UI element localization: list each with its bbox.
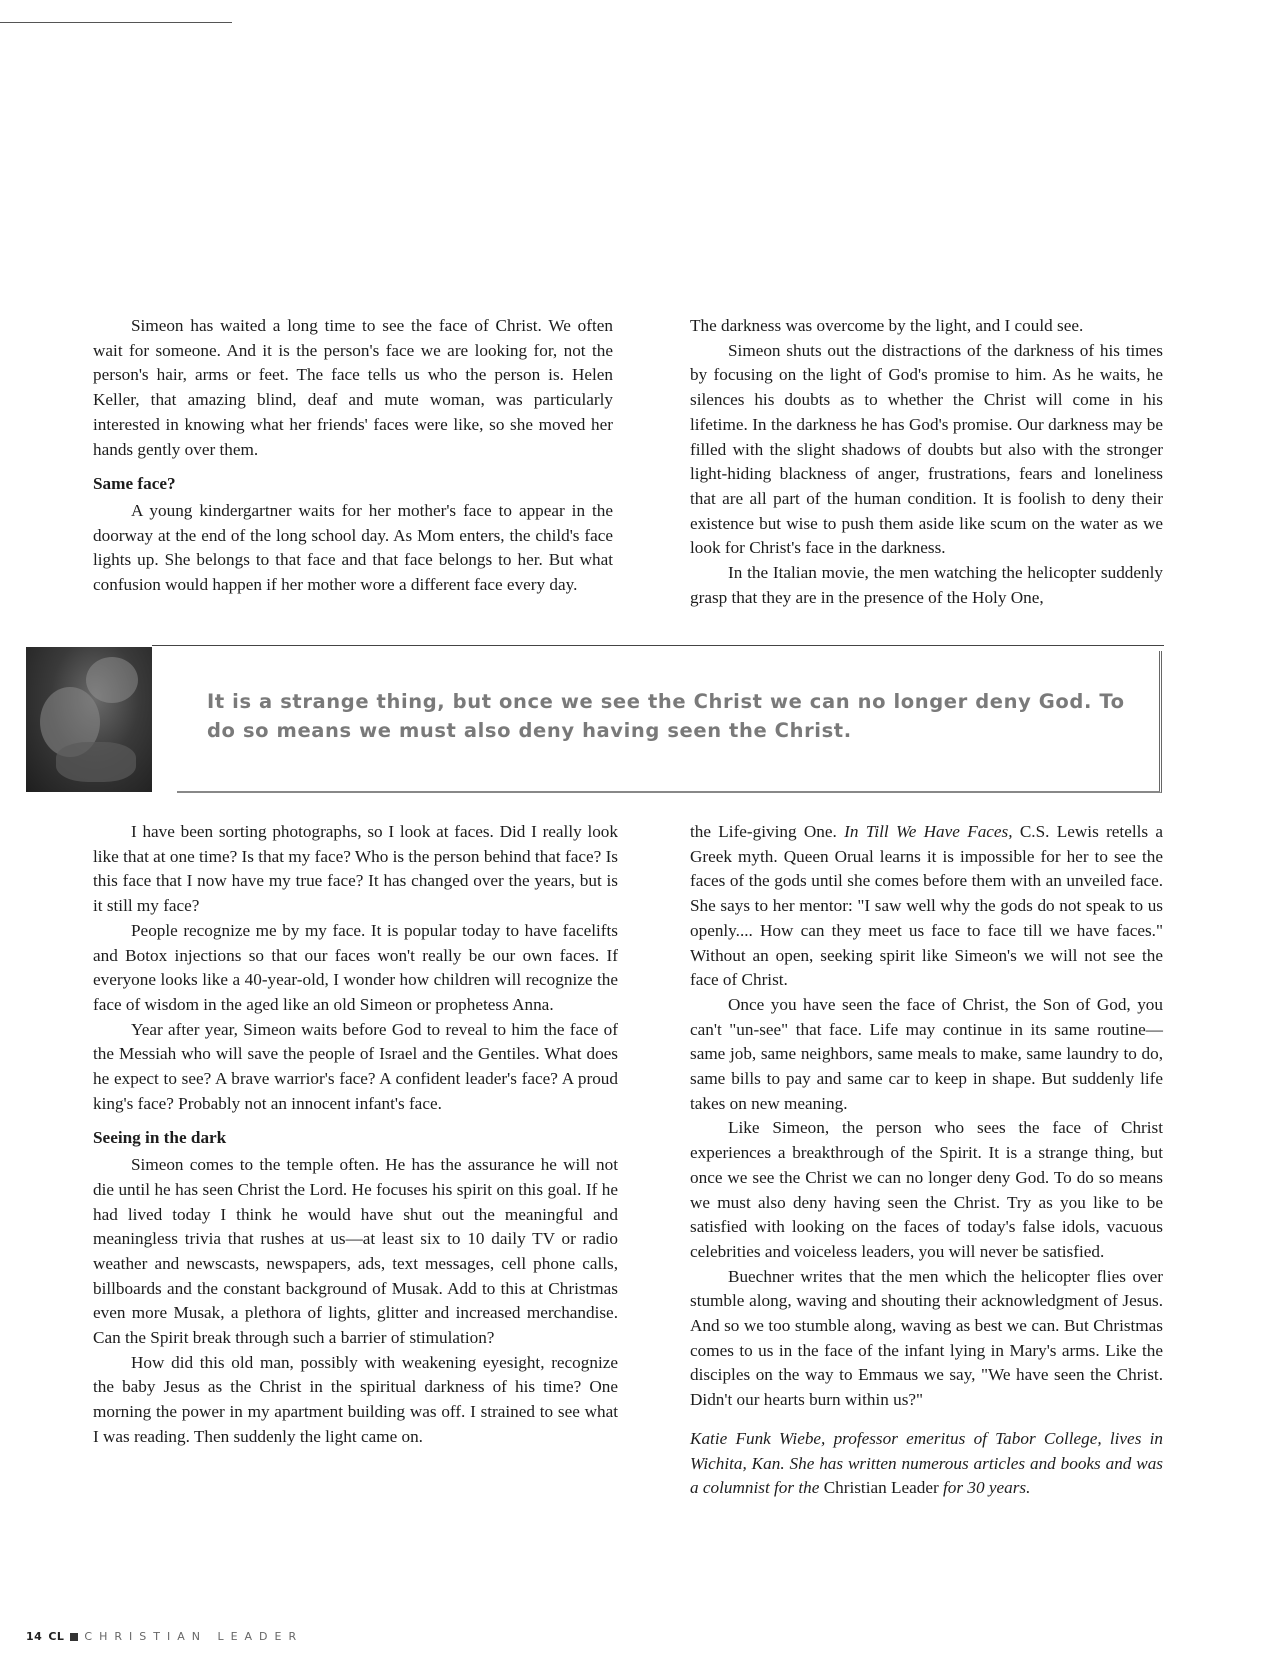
pullquote-text: It is a strange thing, but once we see the Christ we can no longer deny God. To do so means we must also deny having seen the Christ. (207, 690, 1125, 742)
column-top-left (93, 314, 613, 598)
paragraph-text: C.S. Lewis retells a Greek myth. Queen Orual learns it is impossible for her to see the faces of the gods until she comes before them with an unveiled face. She says to her mentor: "I saw well why the gods do not speak to us openly.... How can they meet us face to face till we have faces." Without an open, seeking spirit like Simeon's we will not see the face of Christ. (690, 822, 1163, 990)
pullquote-box (177, 651, 1162, 793)
paragraph: Simeon comes to the temple often. He has the assurance he will not die until he has seen Christ the Lord. He focuses his spirit on this goal. If he had lived today I think he would have shut out the meaningful and meaningless trivia that rushes at us—at least six to 10 daily TV or radio weather and newscasts, newspapers, ads, text messages, cell phone calls, billboards and the constant background of Musak. Add to this at Christmas even more Musak, a plethora of lights, glitter and increased merchandise. Can the Spirit break through such a barrier of stimulation? (93, 1155, 618, 1348)
column-bottom-left (93, 820, 618, 1450)
paragraph: Simeon shuts out the distractions of the darkness of his times by focusing on the light of God's promise to him. As he waits, he silences his doubts as to whether the Christ will come in his lifetime. In the darkness he has God's promise. Our darkness may be filled with the slight shadows of doubts but also with the stronger light-hiding blackness of anger, frustrations, fears and loneliness that are all part of the human condition. It is foolish to deny their existence but wise to push them aside like scum on the water as we look for Christ's face in the darkness. (690, 340, 1163, 558)
paragraph: Year after year, Simeon waits before God to reveal to him the face of the Messiah who will save the people of Israel and the Gentiles. What does he expect to see? A brave warrior's face? A confident leader's face? A proud king's face? Probably not an innocent infant's face. (93, 1019, 618, 1113)
byline-text: Katie Funk Wiebe, professor emeritus of Tabor College, lives in Wichita, Kan. She has written numerous articles and books and was a columnist for the (690, 1428, 1163, 1498)
pullquote-photo (26, 647, 152, 792)
paragraph: How did this old man, possibly with weakening eyesight, recognize the baby Jesus as the Christ in the spiritual darkness of his time? One morning the power in my apartment building was off. I strained to see what I was reading. Then suddenly the light came on. (93, 1352, 618, 1446)
pullquote-band (26, 645, 1164, 796)
paragraph: Buechner writes that the men which the helicopter flies over stumble along, waving and shouting their acknowledgment of Jesus. And so we too stumble along, waving as best we can. But Christmas comes to us in the face of the infant lying in Mary's arms. Like the disciples on the way to Emmaus we say, "We have seen the Christ. Didn't our hearts burn within us?" (690, 1266, 1163, 1410)
pullquote-rule (152, 645, 1164, 646)
page-footer (26, 1630, 303, 1643)
square-icon (70, 1633, 78, 1641)
paragraph: A young kindergartner waits for her mother's face to appear in the doorway at the end of the long school day. As Mom enters, the child's face lights up. She belongs to that face and that face belongs to her. But what confusion would happen if her mother wore a different face every day. (93, 500, 613, 595)
book-title: In Till We Have Faces, (844, 822, 1013, 841)
paragraph: In the Italian movie, the men watching the helicopter suddenly grasp that they are in the presence of the Holy One, (690, 563, 1163, 607)
paragraph: The darkness was overcome by the light, and I could see. (690, 316, 1084, 335)
author-byline (690, 1427, 1163, 1501)
magazine-initials: CL (48, 1630, 65, 1643)
column-bottom-right (690, 820, 1163, 1501)
top-rule (0, 22, 232, 23)
paragraph: Once you have seen the face of Christ, the Son of God, you can't "un-see" that face. Life may continue in its same routine—same job, same neighbors, same meals to make, same laundry to do, same bills to pay and same car to keep in shape. But suddenly life takes on new meaning. (690, 994, 1163, 1113)
paragraph: I have been sorting photographs, so I look at faces. Did I really look like that at one time? Is that my face? Who is the person behind that face? Is this face that I now have my true face? It has changed over the years, but is it still my face? (93, 822, 618, 916)
publication-name: Christian Leader (823, 1478, 939, 1498)
section-heading: Seeing in the dark (93, 1128, 227, 1148)
section-heading: Same face? (93, 474, 176, 494)
paragraph: Like Simeon, the person who sees the face of Christ experiences a breakthrough of the Spirit. It is a strange thing, but once we see the Christ we can no longer deny God. To do so means we must also deny having seen the Christ. Try as you like to be satisfied with looking on the faces of today's false idols, vacuous celebrities and voiceless leaders, you will never be satisfied. (690, 1118, 1163, 1261)
paragraph: Simeon has waited a long time to see the face of Christ. We often wait for someone. And it is the person's face we are looking for, not the person's hair, arms or feet. The face tells us who the person is. Helen Keller, that amazing blind, deaf and mute woman, was particularly interested in knowing what her friends' faces were like, so she moved her hands gently over them. (93, 316, 613, 459)
paragraph: People recognize me by my face. It is popular today to have facelifts and Botox injections so that our faces won't really be our own faces. If everyone looks like a 40-year-old, I wonder how children will recognize the face of wisdom in the aged like an old Simeon or prophetess Anna. (93, 920, 618, 1014)
column-top-right (690, 314, 1163, 610)
page-number: 14 (26, 1630, 43, 1643)
paragraph (690, 820, 1163, 993)
paragraph-text: the Life-giving One. (690, 822, 845, 841)
magazine-name: CHRISTIAN LEADER (84, 1630, 304, 1643)
byline-text: for 30 years. (938, 1478, 1031, 1498)
